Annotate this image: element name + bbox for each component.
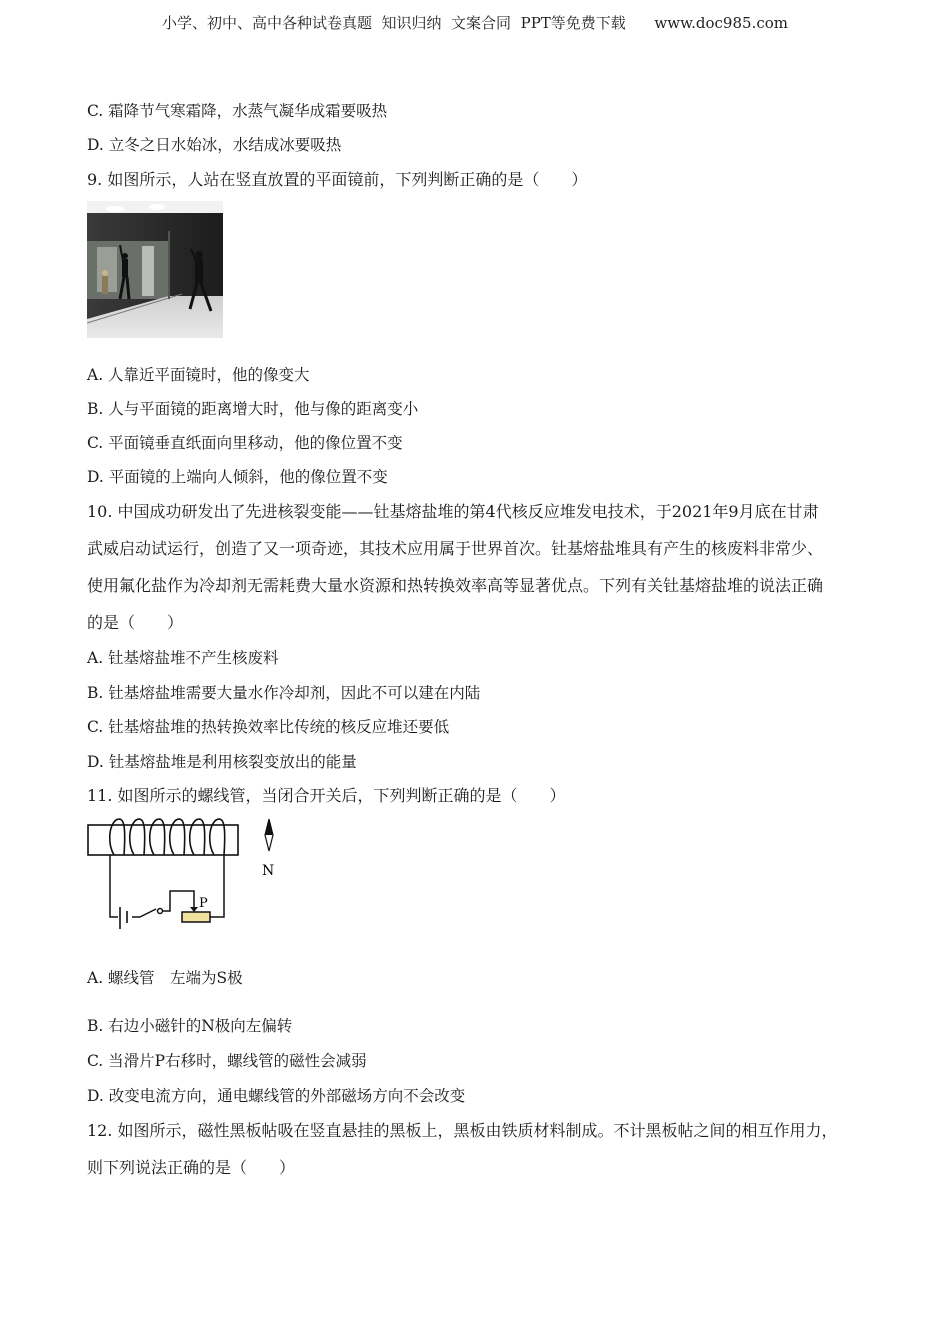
switch-symbol xyxy=(140,909,163,918)
q10-option-c: C. 钍基熔盐堆的热转换效率比传统的核反应堆还要低 xyxy=(87,718,450,736)
q11-option-b: B. 右边小磁针的N极向左偏转 xyxy=(87,1017,293,1035)
q10-stem-line1: 10. 中国成功研发出了先进核裂变能——钍基熔盐堆的第4代核反应堆发电技术，于2021年9月底在甘肃 xyxy=(87,502,819,521)
q9-option-a: A. 人靠近平面镜时，他的像变大 xyxy=(87,366,310,384)
q8-option-d: D. 立冬之日水始冰，水结成冰要吸热 xyxy=(87,136,342,154)
compass-needle xyxy=(265,819,273,851)
q10-option-d: D. 钍基熔盐堆是利用核裂变放出的能量 xyxy=(87,753,357,771)
q11-option-d: D. 改变电流方向，通电螺线管的外部磁场方向不会改变 xyxy=(87,1087,466,1105)
q12-stem-line2: 则下列说法正确的是（ ） xyxy=(87,1158,296,1177)
battery-symbol xyxy=(120,907,127,929)
q8-option-c: C. 霜降节气寒霜降，水蒸气凝华成霜要吸热 xyxy=(87,102,388,120)
q9-option-c: C. 平面镜垂直纸面向里移动，他的像位置不变 xyxy=(87,434,403,452)
q10-option-b: B. 钍基熔盐堆需要大量水作冷却剂，因此不可以建在内陆 xyxy=(87,684,481,702)
q11-option-a: A. 螺线管 左端为S极 xyxy=(87,969,243,987)
q12-stem-line1: 12. 如图所示，磁性黑板帖吸在竖直悬挂的黑板上，黑板由铁质材料制成。不计黑板帖之间的相互作用力， xyxy=(87,1121,838,1140)
q10-option-a: A. 钍基熔盐堆不产生核废料 xyxy=(87,649,279,667)
q10-stem-line3: 使用氟化盐作为冷却剂无需耗费大量水资源和热转换效率高等显著优点。下列有关钍基熔盐堆的说法正确 xyxy=(87,576,824,595)
q9-option-b: B. 人与平面镜的距离增大时，他与像的距离变小 xyxy=(87,400,419,418)
q10-stem-line4: 的是（ ） xyxy=(87,613,184,632)
q9-stem: 9. 如图所示，人站在竖直放置的平面镜前，下列判断正确的是（ ） xyxy=(87,170,588,189)
q11-option-c: C. 当滑片P右移时，螺线管的磁性会减弱 xyxy=(87,1052,367,1070)
slider-label-p: P xyxy=(199,896,208,911)
q11-stem: 11. 如图所示的螺线管，当闭合开关后，下列判断正确的是（ ） xyxy=(87,786,566,805)
mirror-dancer-photo xyxy=(87,201,223,338)
solenoid-circuit-diagram xyxy=(84,815,284,935)
page-header: 小学、初中、高中各种试卷真题 知识归纳 文案合同 PPT等免费下载 www.doc985.com xyxy=(161,14,788,32)
needle-label-n: N xyxy=(262,863,275,879)
q9-option-d: D. 平面镜的上端向人倾斜，他的像位置不变 xyxy=(87,468,388,486)
q10-stem-line2: 武威启动试运行，创造了又一项奇迹，其技术应用属于世界首次。钍基熔盐堆具有产生的核废料非常少、 xyxy=(87,539,824,558)
rheostat-symbol xyxy=(182,901,214,922)
